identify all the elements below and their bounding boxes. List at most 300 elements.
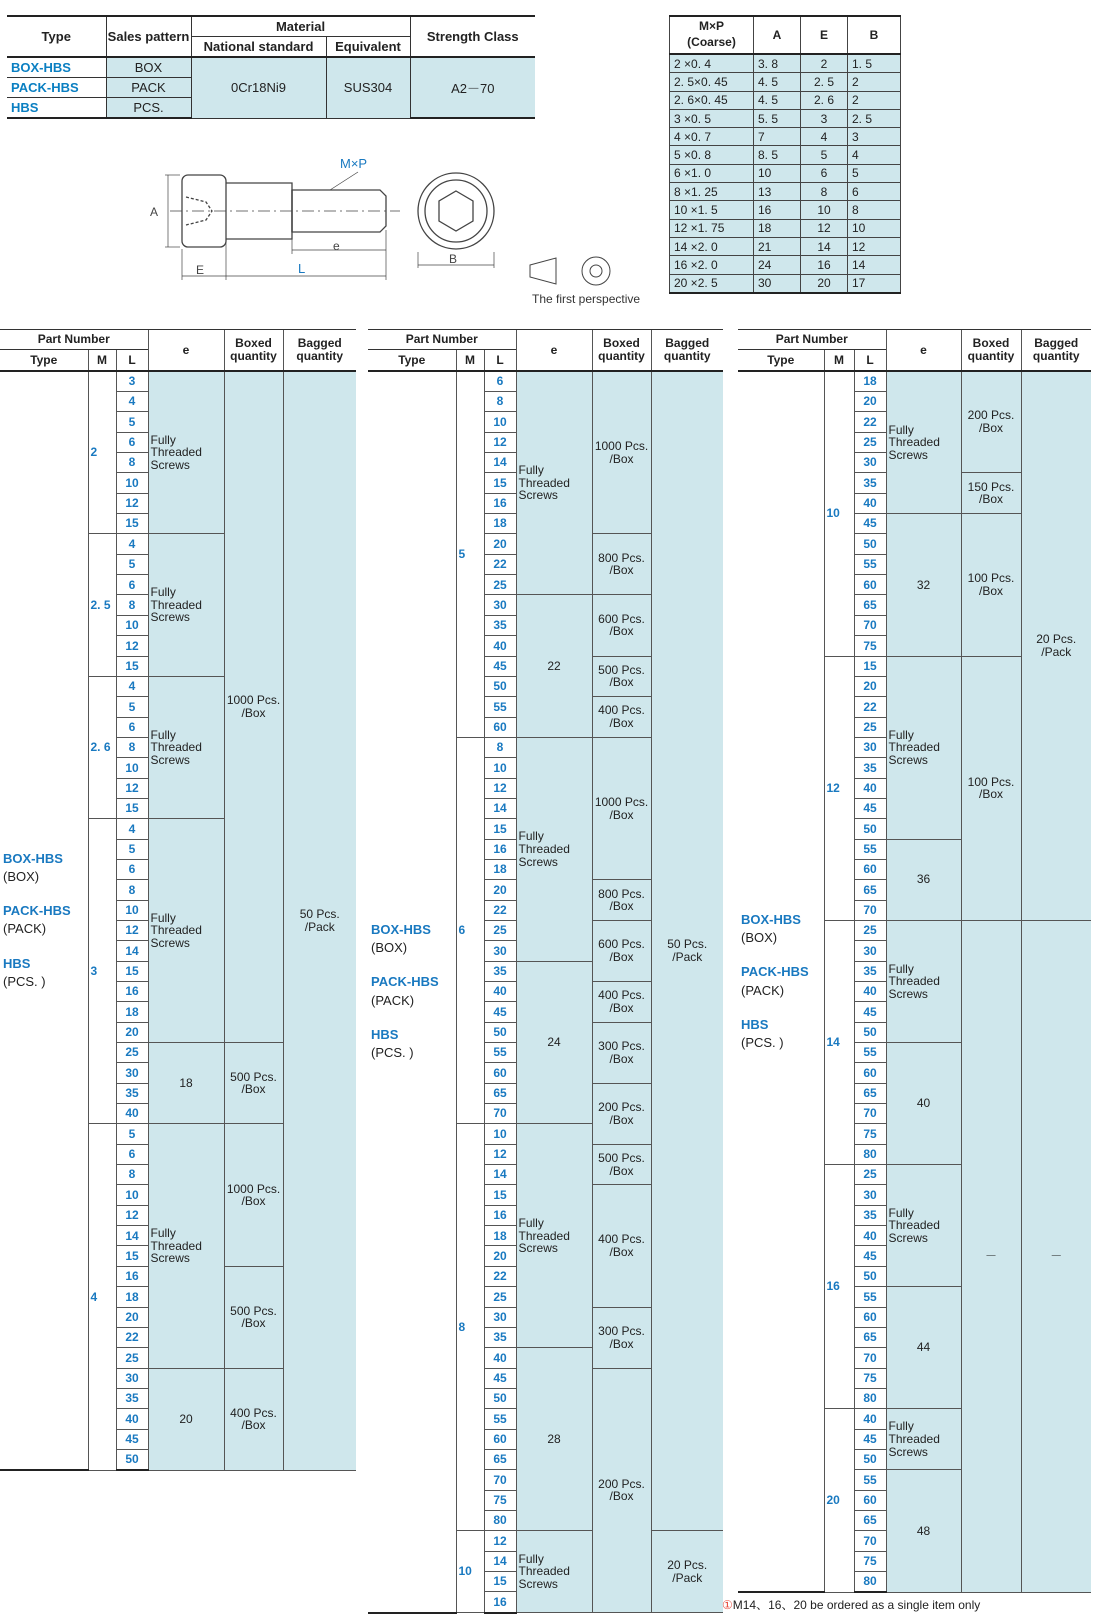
l-length: 35 (116, 1388, 148, 1408)
m-size: 16 (824, 1165, 854, 1409)
l-length: 16 (484, 839, 516, 859)
mp-value: 3 ×0. 5 (670, 109, 754, 127)
e-value: 22 (516, 595, 592, 737)
l-length: 22 (854, 412, 886, 432)
l-length: 45 (854, 1246, 886, 1266)
mp-row (670, 256, 901, 274)
bagged-qty: 50 Pcs. /Pack (283, 371, 356, 1471)
boxed-qty: 400 Pcs. /Box (224, 1368, 283, 1470)
l-length: 60 (854, 859, 886, 879)
boxed-qty: 600 Pcs. /Box (592, 595, 651, 656)
header-l: L (854, 350, 886, 371)
l-length: 22 (854, 697, 886, 717)
l-length: 5 (116, 839, 148, 859)
e-value: 12 (801, 219, 848, 237)
boxed-qty: 800 Pcs. /Box (592, 880, 651, 921)
label-mxp: M×P (340, 156, 368, 171)
l-length: 40 (854, 778, 886, 798)
spec-header-sales: Sales pattern (106, 16, 191, 57)
e-value: 6 (801, 164, 848, 182)
m-size: 6 (456, 737, 484, 1124)
l-length: 15 (116, 1246, 148, 1266)
header-type: Type (0, 350, 88, 371)
mp-row (670, 164, 901, 182)
l-length: 50 (854, 534, 886, 554)
l-length: 65 (854, 1083, 886, 1103)
l-length: 15 (116, 798, 148, 818)
bagged-qty: － (1021, 920, 1091, 1592)
l-length: 16 (116, 982, 148, 1002)
type-sub: (BOX) (371, 940, 408, 956)
l-length: 70 (854, 615, 886, 635)
e-value: Fully Threaded Screws (516, 737, 592, 961)
mp-row (670, 73, 901, 91)
l-length: 65 (484, 1083, 516, 1103)
e-value: Fully Threaded Screws (886, 1165, 961, 1287)
header-boxed: Boxed quantity (961, 330, 1021, 371)
l-length: 40 (484, 1348, 516, 1368)
l-length: 12 (484, 1531, 516, 1551)
header-part-number: Part Number (738, 330, 886, 350)
l-length: 45 (484, 1368, 516, 1388)
boxed-qty: － (961, 920, 1021, 1592)
l-length: 18 (484, 1226, 516, 1246)
m-size: 2. 5 (88, 534, 116, 676)
e-value: 4 (801, 128, 848, 146)
mp-value: 10 ×1. 5 (670, 201, 754, 219)
e-value: 48 (886, 1470, 961, 1593)
l-length: 50 (854, 1022, 886, 1042)
l-length: 14 (484, 1551, 516, 1571)
l-length: 10 (484, 412, 516, 432)
label-l: L (298, 261, 306, 276)
mp-value: 14 ×2. 0 (670, 237, 754, 255)
boxed-qty: 200 Pcs. /Box (961, 371, 1021, 473)
l-length: 25 (484, 575, 516, 595)
e-value: 16 (801, 256, 848, 274)
type-sub: (BOX) (741, 930, 778, 946)
type-code: BOX-HBS (371, 922, 431, 938)
a-value: 13 (754, 183, 801, 201)
b-value: 12 (848, 237, 901, 255)
l-length: 5 (116, 1124, 148, 1144)
m-size: 2. 6 (88, 676, 116, 818)
l-length: 18 (116, 1002, 148, 1022)
mp-value: 12 ×1. 75 (670, 219, 754, 237)
boxed-qty: 300 Pcs. /Box (592, 1307, 651, 1368)
l-length: 3 (116, 371, 148, 392)
l-length: 80 (854, 1388, 886, 1408)
l-length: 40 (116, 1409, 148, 1429)
l-length: 12 (484, 432, 516, 452)
header-part-number: Part Number (0, 330, 148, 350)
l-length: 8 (116, 880, 148, 900)
a-value: 4. 5 (754, 73, 801, 91)
l-length: 55 (854, 1287, 886, 1307)
header-e: e (148, 330, 224, 371)
e-value: 20 (148, 1368, 224, 1470)
l-length: 25 (484, 1287, 516, 1307)
l-length: 8 (116, 737, 148, 757)
l-length: 45 (854, 798, 886, 818)
header-m: M (824, 350, 854, 371)
l-length: 10 (484, 1124, 516, 1144)
l-length: 25 (854, 920, 886, 940)
spec-header-strength: Strength Class (410, 16, 535, 57)
b-value: 2 (848, 91, 901, 109)
l-length: 60 (854, 575, 886, 595)
boxed-qty: 1000 Pcs. /Box (224, 371, 283, 1043)
l-length: 12 (116, 636, 148, 656)
type-code: BOX-HBS (3, 850, 63, 866)
l-length: 20 (116, 1022, 148, 1042)
e-value: Fully Threaded Screws (516, 371, 592, 595)
part-table-3 (738, 329, 1091, 1593)
part-table-1 (0, 329, 356, 1471)
l-length: 35 (116, 1083, 148, 1103)
e-value: 28 (516, 1348, 592, 1531)
l-length: 15 (854, 656, 886, 676)
l-length: 10 (116, 473, 148, 493)
l-length: 75 (854, 636, 886, 656)
l-length: 6 (116, 859, 148, 879)
l-length: 50 (854, 1266, 886, 1286)
header-boxed: Boxed quantity (224, 330, 283, 371)
l-length: 50 (484, 1388, 516, 1408)
e-value: 18 (148, 1043, 224, 1124)
l-length: 25 (854, 432, 886, 452)
l-length: 20 (484, 534, 516, 554)
l-length: 80 (484, 1510, 516, 1530)
type-labels (368, 371, 456, 1613)
l-length: 5 (116, 697, 148, 717)
b-value: 2. 5 (848, 109, 901, 127)
e-value: Fully Threaded Screws (148, 676, 224, 818)
e-value: 32 (886, 514, 961, 656)
l-length: 75 (854, 1368, 886, 1388)
l-length: 20 (116, 1307, 148, 1327)
l-length: 30 (484, 595, 516, 615)
boxed-qty: 100 Pcs. /Box (961, 656, 1021, 920)
header-e: e (886, 330, 961, 371)
m-size: 20 (824, 1409, 854, 1593)
l-length: 45 (854, 514, 886, 534)
l-length: 65 (854, 595, 886, 615)
l-length: 10 (116, 615, 148, 635)
e-value: 10 (801, 201, 848, 219)
type-sub: (PCS. ) (3, 973, 46, 989)
spec-type-box: BOX-HBS (7, 57, 106, 78)
e-value: 20 (801, 274, 848, 293)
mp-row (670, 274, 901, 293)
type-sub: (PACK) (371, 992, 415, 1008)
l-length: 14 (484, 1165, 516, 1185)
l-length: 18 (854, 371, 886, 392)
l-length: 6 (116, 1144, 148, 1164)
mp-row (670, 201, 901, 219)
l-length: 30 (484, 1307, 516, 1327)
l-length: 10 (116, 758, 148, 778)
header-type: Type (368, 350, 456, 371)
m-size: 14 (824, 920, 854, 1164)
l-length: 22 (484, 554, 516, 574)
l-length: 30 (854, 1185, 886, 1205)
mp-value: 4 ×0. 7 (670, 128, 754, 146)
l-length: 70 (484, 1470, 516, 1490)
l-length: 40 (854, 982, 886, 1002)
header-bagged: Bagged quantity (1021, 330, 1091, 371)
l-length: 25 (854, 1165, 886, 1185)
l-length: 75 (484, 1490, 516, 1510)
boxed-qty: 100 Pcs. /Box (961, 514, 1021, 656)
l-length: 12 (484, 778, 516, 798)
m-size: 10 (824, 371, 854, 656)
l-length: 70 (854, 1531, 886, 1551)
e-value: 8 (801, 183, 848, 201)
boxed-qty: 500 Pcs. /Box (224, 1043, 283, 1124)
l-length: 8 (484, 737, 516, 757)
b-value: 3 (848, 128, 901, 146)
l-length: 5 (116, 554, 148, 574)
l-length: 25 (484, 920, 516, 940)
mp-header-b: B (848, 16, 901, 54)
boxed-qty: 500 Pcs. /Box (224, 1266, 283, 1368)
a-value: 16 (754, 201, 801, 219)
l-length: 40 (854, 493, 886, 513)
l-length: 15 (116, 656, 148, 676)
l-length: 50 (854, 1449, 886, 1469)
spec-header-equivalent: Equivalent (326, 37, 410, 58)
a-value: 5. 5 (754, 109, 801, 127)
mp-row (670, 219, 901, 237)
boxed-qty: 400 Pcs. /Box (592, 982, 651, 1023)
e-value: 2. 5 (801, 73, 848, 91)
boxed-qty: 200 Pcs. /Box (592, 1083, 651, 1144)
boxed-qty: 1000 Pcs. /Box (592, 371, 651, 534)
l-length: 25 (116, 1043, 148, 1063)
type-sub: (PCS. ) (371, 1045, 414, 1061)
type-code: PACK-HBS (741, 964, 809, 980)
mp-row (670, 128, 901, 146)
type-labels (738, 371, 824, 1593)
e-value: Fully Threaded Screws (516, 1531, 592, 1613)
mp-value: 2. 6×0. 45 (670, 91, 754, 109)
head-end-outer (418, 173, 494, 249)
l-length: 22 (484, 900, 516, 920)
table-row (368, 371, 723, 392)
l-length: 45 (116, 1429, 148, 1449)
footnote (722, 1596, 980, 1613)
b-value: 10 (848, 219, 901, 237)
spec-header-material: Material (191, 16, 410, 37)
l-length: 55 (484, 1043, 516, 1063)
spec-sales-pcs: PCS. (106, 98, 191, 119)
a-value: 4. 5 (754, 91, 801, 109)
l-length: 75 (854, 1551, 886, 1571)
footnote-mark: ① (722, 1598, 733, 1612)
boxed-qty: 400 Pcs. /Box (592, 697, 651, 738)
m-size: 4 (88, 1124, 116, 1470)
label-a: A (150, 205, 159, 219)
l-length: 12 (116, 493, 148, 513)
l-length: 50 (484, 676, 516, 696)
l-length: 14 (116, 941, 148, 961)
m-size: 12 (824, 656, 854, 920)
boxed-qty: 1000 Pcs. /Box (224, 1124, 283, 1266)
l-length: 45 (484, 656, 516, 676)
l-length: 20 (484, 1246, 516, 1266)
l-length: 15 (116, 514, 148, 534)
a-value: 8. 5 (754, 146, 801, 164)
mp-value: 8 ×1. 25 (670, 183, 754, 201)
type-sub: (PACK) (3, 921, 47, 937)
type-sub: (PCS. ) (741, 1034, 784, 1050)
header-m: M (88, 350, 116, 371)
l-length: 16 (484, 1205, 516, 1225)
type-sub: (PACK) (741, 982, 785, 998)
header-part-number: Part Number (368, 330, 516, 350)
m-size: 5 (456, 371, 484, 738)
mp-row (670, 109, 901, 127)
e-value: Fully Threaded Screws (148, 534, 224, 676)
b-value: 8 (848, 201, 901, 219)
l-length: 70 (854, 1348, 886, 1368)
label-e-upper: E (196, 263, 205, 277)
m-size: 10 (456, 1531, 484, 1613)
boxed-qty: 500 Pcs. /Box (592, 1144, 651, 1185)
projection-cone (530, 258, 556, 284)
l-length: 4 (116, 676, 148, 696)
spec-header-type: Type (7, 16, 106, 57)
header-boxed: Boxed quantity (592, 330, 651, 371)
boxed-qty: 300 Pcs. /Box (592, 1022, 651, 1083)
mp-value: 2. 5×0. 45 (670, 73, 754, 91)
label-b: B (449, 252, 458, 266)
l-length: 60 (854, 1307, 886, 1327)
l-length: 60 (854, 1490, 886, 1510)
b-value: 4 (848, 146, 901, 164)
mp-row (670, 237, 901, 255)
header-e: e (516, 330, 592, 371)
l-length: 65 (854, 1327, 886, 1347)
l-length: 75 (854, 1124, 886, 1144)
mp-header-a: A (754, 16, 801, 54)
e-value: Fully Threaded Screws (886, 1409, 961, 1470)
boxed-qty: 1000 Pcs. /Box (592, 737, 651, 879)
header-l: L (484, 350, 516, 371)
e-value: Fully Threaded Screws (886, 920, 961, 1042)
l-length: 10 (484, 758, 516, 778)
l-length: 14 (484, 453, 516, 473)
mp-row (670, 146, 901, 164)
l-length: 30 (854, 737, 886, 757)
e-value: Fully Threaded Screws (516, 1124, 592, 1348)
l-length: 40 (484, 982, 516, 1002)
mp-header (670, 16, 754, 54)
l-length: 18 (484, 514, 516, 534)
b-value: 6 (848, 183, 901, 201)
spec-header-national: National standard (191, 37, 326, 58)
type-code: BOX-HBS (741, 911, 801, 927)
l-length: 80 (854, 1571, 886, 1592)
e-value: Fully Threaded Screws (886, 656, 961, 839)
l-length: 20 (854, 676, 886, 696)
l-length: 35 (484, 961, 516, 981)
part-table-2 (368, 329, 723, 1614)
m-size: 8 (456, 1124, 484, 1531)
e-value: 2 (801, 54, 848, 73)
l-length: 60 (484, 1063, 516, 1083)
label-e-lower: e (333, 239, 340, 253)
l-length: 8 (116, 1165, 148, 1185)
mp-row (670, 183, 901, 201)
bagged-qty: 20 Pcs. /Pack (1021, 371, 1091, 921)
l-length: 30 (116, 1368, 148, 1388)
boxed-qty: 400 Pcs. /Box (592, 1185, 651, 1307)
hex-socket-end (439, 191, 473, 231)
mp-value: 2 ×0. 4 (670, 54, 754, 73)
boxed-qty: 800 Pcs. /Box (592, 534, 651, 595)
l-length: 22 (484, 1266, 516, 1286)
mp-header-e: E (801, 16, 848, 54)
l-length: 16 (116, 1266, 148, 1286)
m-size: 3 (88, 819, 116, 1124)
l-length: 30 (854, 941, 886, 961)
l-length: 35 (854, 1205, 886, 1225)
l-length: 8 (116, 453, 148, 473)
l-length: 16 (484, 1592, 516, 1613)
l-length: 14 (484, 798, 516, 818)
l-length: 10 (116, 900, 148, 920)
l-length: 40 (854, 1226, 886, 1246)
spec-sales-box: BOX (106, 57, 191, 78)
a-value: 30 (754, 274, 801, 293)
l-length: 70 (854, 900, 886, 920)
l-length: 65 (854, 1510, 886, 1530)
mp-value: 16 ×2. 0 (670, 256, 754, 274)
l-length: 30 (484, 941, 516, 961)
a-value: 3. 8 (754, 54, 801, 73)
b-value: 17 (848, 274, 901, 293)
m-size: 2 (88, 371, 116, 534)
l-length: 4 (116, 534, 148, 554)
type-code: HBS (3, 955, 31, 971)
l-length: 4 (116, 819, 148, 839)
e-value: 3 (801, 109, 848, 127)
material-spec-table (7, 15, 535, 119)
l-length: 35 (854, 473, 886, 493)
l-length: 15 (484, 1185, 516, 1205)
e-value: 2. 6 (801, 91, 848, 109)
mp-value: 5 ×0. 8 (670, 146, 754, 164)
type-sub: (BOX) (3, 869, 40, 885)
e-value: 44 (886, 1287, 961, 1409)
l-length: 50 (484, 1022, 516, 1042)
mp-header-coarse: (Coarse) (687, 35, 736, 49)
l-length: 18 (116, 1287, 148, 1307)
l-length: 45 (484, 1002, 516, 1022)
l-length: 35 (854, 961, 886, 981)
type-code: PACK-HBS (371, 974, 439, 990)
header-type: Type (738, 350, 824, 371)
l-length: 80 (854, 1144, 886, 1164)
mp-row (670, 54, 901, 73)
l-length: 55 (854, 1043, 886, 1063)
boxed-qty: 600 Pcs. /Box (592, 920, 651, 981)
l-length: 30 (116, 1063, 148, 1083)
spec-strength-value: A2－70 (410, 57, 535, 118)
l-length: 8 (484, 392, 516, 412)
